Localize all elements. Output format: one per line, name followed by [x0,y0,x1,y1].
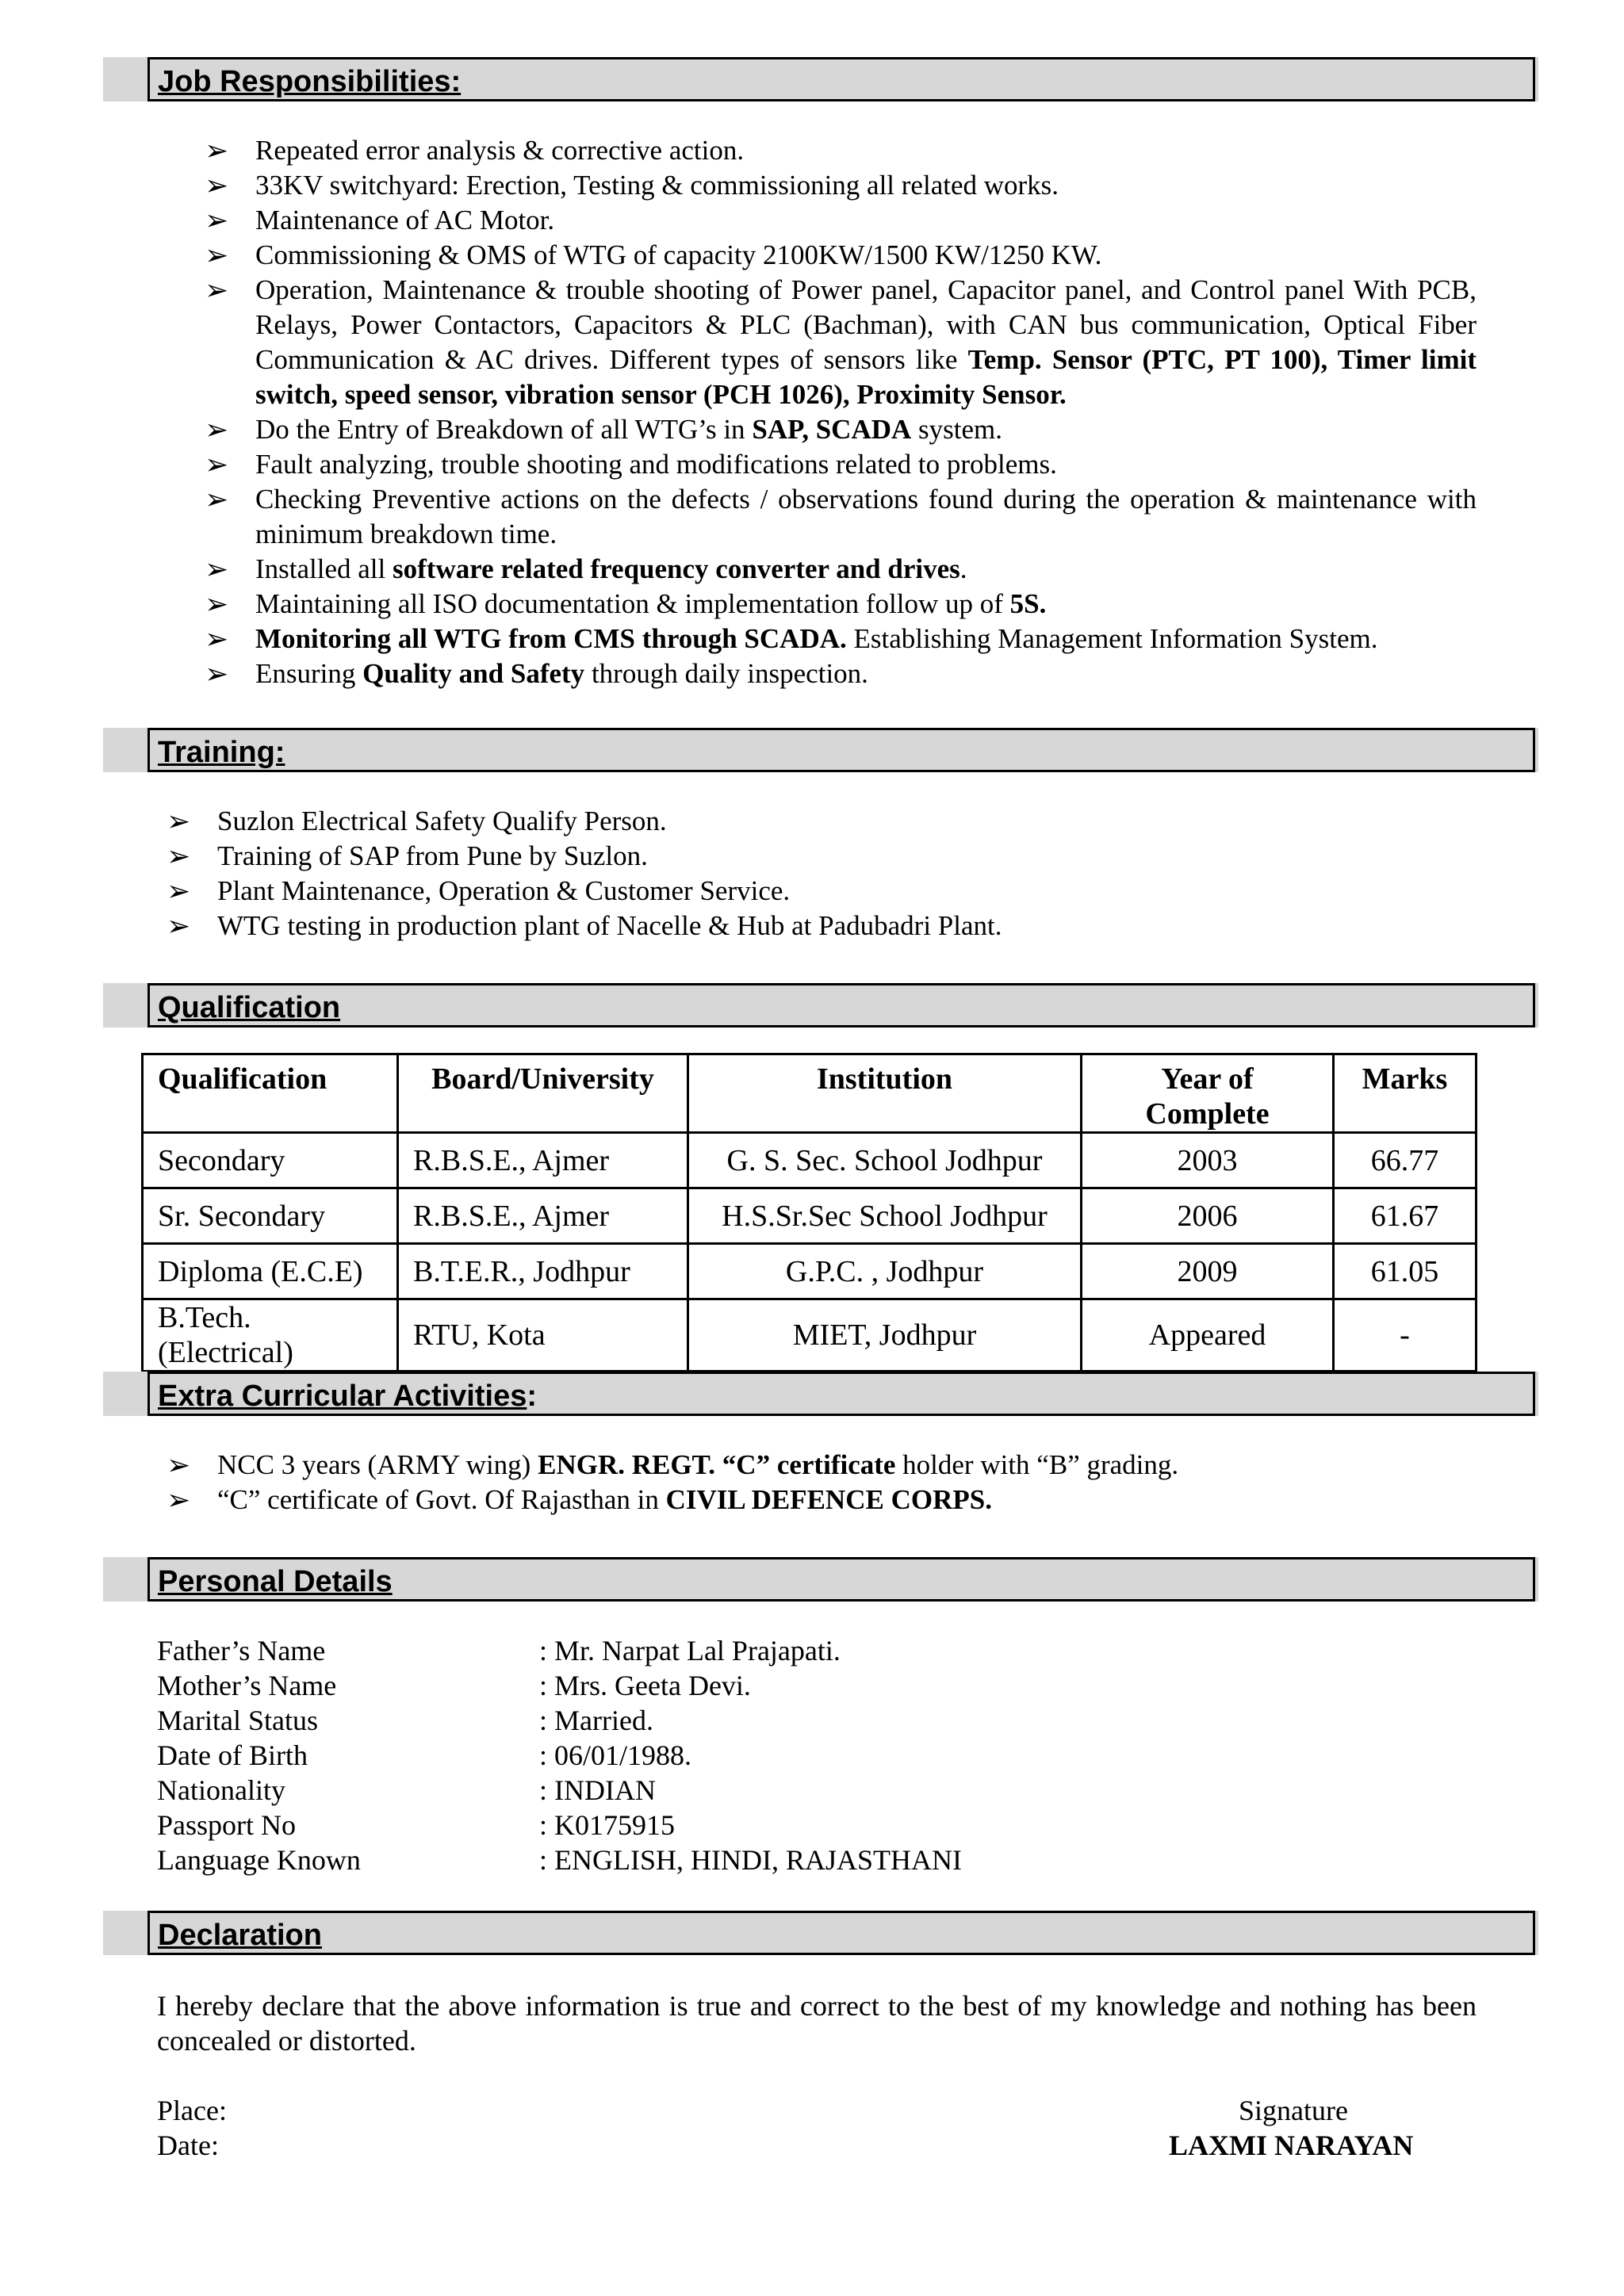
arrow-bullet-icon: ➢ [205,623,229,655]
table-cell: - [1334,1299,1477,1372]
list-item: ➢ Maintaining all ISO documentation & implementation follow up of 5S. [205,588,1047,620]
table-row [143,1133,1477,1188]
arrow-bullet-icon: ➢ [167,1484,191,1516]
section-header-extra-curricular [103,1372,1538,1416]
list-item: ➢ Do the Entry of Breakdown of all WTG’s in SAP, SCADA system. [205,414,1003,446]
list-item: ➢ Fault analyzing, trouble shooting and modifications related to problems. [205,449,1057,480]
arrow-bullet-icon: ➢ [167,840,191,872]
arrow-bullet-icon: ➢ [205,449,229,480]
table-cell: R.B.S.E., Ajmer [398,1133,688,1188]
list-item: ➢ Ensuring Quality and Safety through daily inspection. [205,658,868,690]
resume-page: Job Responsibilities: ➢ Repeated error analysis & corrective action. ➢ 33KV switchyard: Erection, Testing & commissioning all related works. ➢ Maintenance of AC Motor. ➢ Commissioning & OMS of WTG of capacity 2100KW/1500 KW/1250 KW. ➢ Operation, Maintenance & trouble shooting of Power panel, Capacitor panel, and Control panel With PCB, Relays, Power Contactors, Capacitors & PLC (Bachman), with CAN bus communication, Optical Fiber Communication & AC drives. Different types of sensors like Temp. Sensor (PTC, PT 100), Timer limit switch, speed sensor, vibration sensor (PCH 1026), Proximity Sensor. ➢ Do the Entry of Breakdown of all WTG’s in SAP, SCADA system. ➢ Fault analyzing, trouble shooting and modifications related to problems. ➢ Checking Preventive actions on the defects / observations found during the operation & maintenance with minimum breakdown time. ➢ Installed all software related frequency converter and drives. ➢ Maintaining all ISO documentation & implementation follow up of 5S. ➢ Monitoring all WTG from CMS through SCADA. Establishing Management Information System. ➢ Ensuring Quality and Safety through daily inspection. Training: ➢ Suzlon Electrical Safety Qualify Person. ➢ Training of SAP from Pune by Suzlon. ➢ Plant Maintenance, Operation & Customer Service. ➢ WTG testing in production plant of Nacelle & Hub at Padubadri Plant. Qualification Qualification Board/University Institution Year of Complete Marks Secondary R.B.S.E., Ajmer G. S. Sec. School Jodhpur 2003 66.77 Sr. Secondary R.B.S.E., Ajmer H.S.Sr.Sec School Jodhpur 2006 61.67 Diploma (E.C.E) B.T.E.R., Jodhpur G.P.C. , Jodhpur 2009 61.05 B.Tech.(Electrical) RTU, Kota MIET, Jodhpur Appeared - Extra Curricular Activities: ➢ NCC 3 years (ARMY wing) ENGR. REGT. “C” certificate holder with “B” grading. ➢ “C” certificate of Govt. Of Rajasthan in CIVIL DEFENCE CORPS. Personal Details Father’s Name : Mr. Narpat Lal Prajapati. Mother’s Name : Mrs. Geeta Devi. Marital Status : Married. Date of Birth : 06/01/1988. Nationality : INDIAN Passport No : K0175915 Language Known : ENGLISH, HINDI, RAJASTHANI Declaration I hereby declare that the above information is true and correct to the best of my knowledge and nothing has been concealed or distorted. Place: Date: Signature LAXMI NARAYAN [0,0,1624,2296]
section-header-declaration [103,1911,1538,1955]
list-item: ➢ Operation, Maintenance & trouble shooting of Power panel, Capacitor panel, and Control panel With PCB, Relays, Power Contactors, Capacitors & PLC (Bachman), with CAN bus communication, Optical Fiber Communication & AC drives. Different types of sensors like Temp. Sensor (PTC, PT 100), Timer limit switch, speed sensor, vibration sensor (PCH 1026), Proximity Sensor. [205,274,1477,410]
column-header: Institution [688,1054,1082,1133]
list-item: ➢ WTG testing in production plant of Nacelle & Hub at Padubadri Plant. [167,910,1002,942]
arrow-bullet-icon: ➢ [205,414,229,446]
section-title: Declaration [158,1919,322,1952]
section-title: Qualification [158,991,341,1024]
list-item: ➢ Commissioning & OMS of WTG of capacity 2100KW/1500 KW/1250 KW. [205,239,1102,271]
table-cell: Appeared [1082,1299,1334,1372]
training-list [167,804,1486,943]
table-cell: MIET, Jodhpur [688,1299,1082,1372]
table-cell: Secondary [143,1133,398,1188]
list-item: ➢ 33KV switchyard: Erection, Testing & commissioning all related works. [205,170,1059,201]
section-title: Training: [158,736,285,769]
arrow-bullet-icon: ➢ [167,806,191,837]
place-label: Place: [157,2095,227,2126]
list-item: ➢ Installed all software related frequency converter and drives. [205,553,967,585]
table-cell: Diploma (E.C.E) [143,1244,398,1299]
date-label: Date: [157,2130,219,2161]
arrow-bullet-icon: ➢ [205,588,229,620]
arrow-bullet-icon: ➢ [167,875,191,907]
table-cell: 66.77 [1334,1133,1477,1188]
table-row [143,1299,1477,1372]
qualification-table [141,1053,1477,1372]
list-item: ➢ Suzlon Electrical Safety Qualify Person. [167,806,667,837]
list-item: ➢ “C” certificate of Govt. Of Rajasthan in CIVIL DEFENCE CORPS. [167,1484,992,1516]
table-cell: G.P.C. , Jodhpur [688,1244,1082,1299]
list-item: ➢ Plant Maintenance, Operation & Customer Service. [167,875,791,907]
arrow-bullet-icon: ➢ [167,1449,191,1481]
table-cell: Sr. Secondary [143,1188,398,1244]
table-cell: 61.05 [1334,1244,1477,1299]
section-header-qualification [103,983,1538,1027]
table-cell: H.S.Sr.Sec School Jodhpur [688,1188,1082,1244]
list-item: ➢ Maintenance of AC Motor. [205,205,555,236]
signature-label: Signature [1239,2095,1348,2126]
column-header: Marks [1334,1054,1477,1133]
signatory-name: LAXMI NARAYAN [1169,2130,1414,2161]
arrow-bullet-icon: ➢ [205,239,229,271]
list-item: ➢ Monitoring all WTG from CMS through SCADA. Establishing Management Information System. [205,623,1378,655]
section-title: Personal Details [158,1565,393,1598]
arrow-bullet-icon: ➢ [205,658,229,690]
section-header-personal-details [103,1557,1538,1601]
declaration-text: I hereby declare that the above information is true and correct to the best of my knowledge and nothing has been concealed or distorted. [157,1990,1477,2057]
arrow-bullet-icon: ➢ [205,205,229,236]
table-cell: R.B.S.E., Ajmer [398,1188,688,1244]
list-item: ➢ NCC 3 years (ARMY wing) ENGR. REGT. “C” certificate holder with “B” grading. [167,1449,1179,1481]
table-cell: 2003 [1082,1133,1334,1188]
table-cell: RTU, Kota [398,1299,688,1372]
table-row [143,1188,1477,1244]
list-item: ➢ Checking Preventive actions on the defects / observations found during the operation & maintenance with minimum breakdown time. [205,484,1477,549]
arrow-bullet-icon: ➢ [167,910,191,942]
table-cell: B.T.E.R., Jodhpur [398,1244,688,1299]
arrow-bullet-icon: ➢ [205,170,229,201]
section-header-job-responsibilities [103,57,1538,101]
arrow-bullet-icon: ➢ [205,553,229,585]
column-header: Year of Complete [1082,1054,1334,1133]
extra-curricular-list [167,1448,1486,1517]
arrow-bullet-icon: ➢ [205,274,229,306]
table-cell: 2006 [1082,1188,1334,1244]
table-cell: 61.67 [1334,1188,1477,1244]
list-item: ➢ Training of SAP from Pune by Suzlon. [167,840,648,872]
arrow-bullet-icon: ➢ [205,484,229,515]
section-title: Extra Curricular Activities: [158,1380,537,1413]
job-responsibilities-list [205,133,1477,691]
list-item: ➢ Repeated error analysis & corrective action. [205,135,745,166]
table-cell: G. S. Sec. School Jodhpur [688,1133,1082,1188]
section-title: Job Responsibilities: [158,65,462,98]
section-header-training [103,728,1538,772]
table-cell: 2009 [1082,1244,1334,1299]
table-cell: B.Tech.(Electrical) [143,1299,398,1372]
arrow-bullet-icon: ➢ [205,135,229,166]
table-header-row [143,1054,1477,1133]
column-header: Qualification [143,1054,398,1133]
table-row [143,1244,1477,1299]
column-header: Board/University [398,1054,688,1133]
